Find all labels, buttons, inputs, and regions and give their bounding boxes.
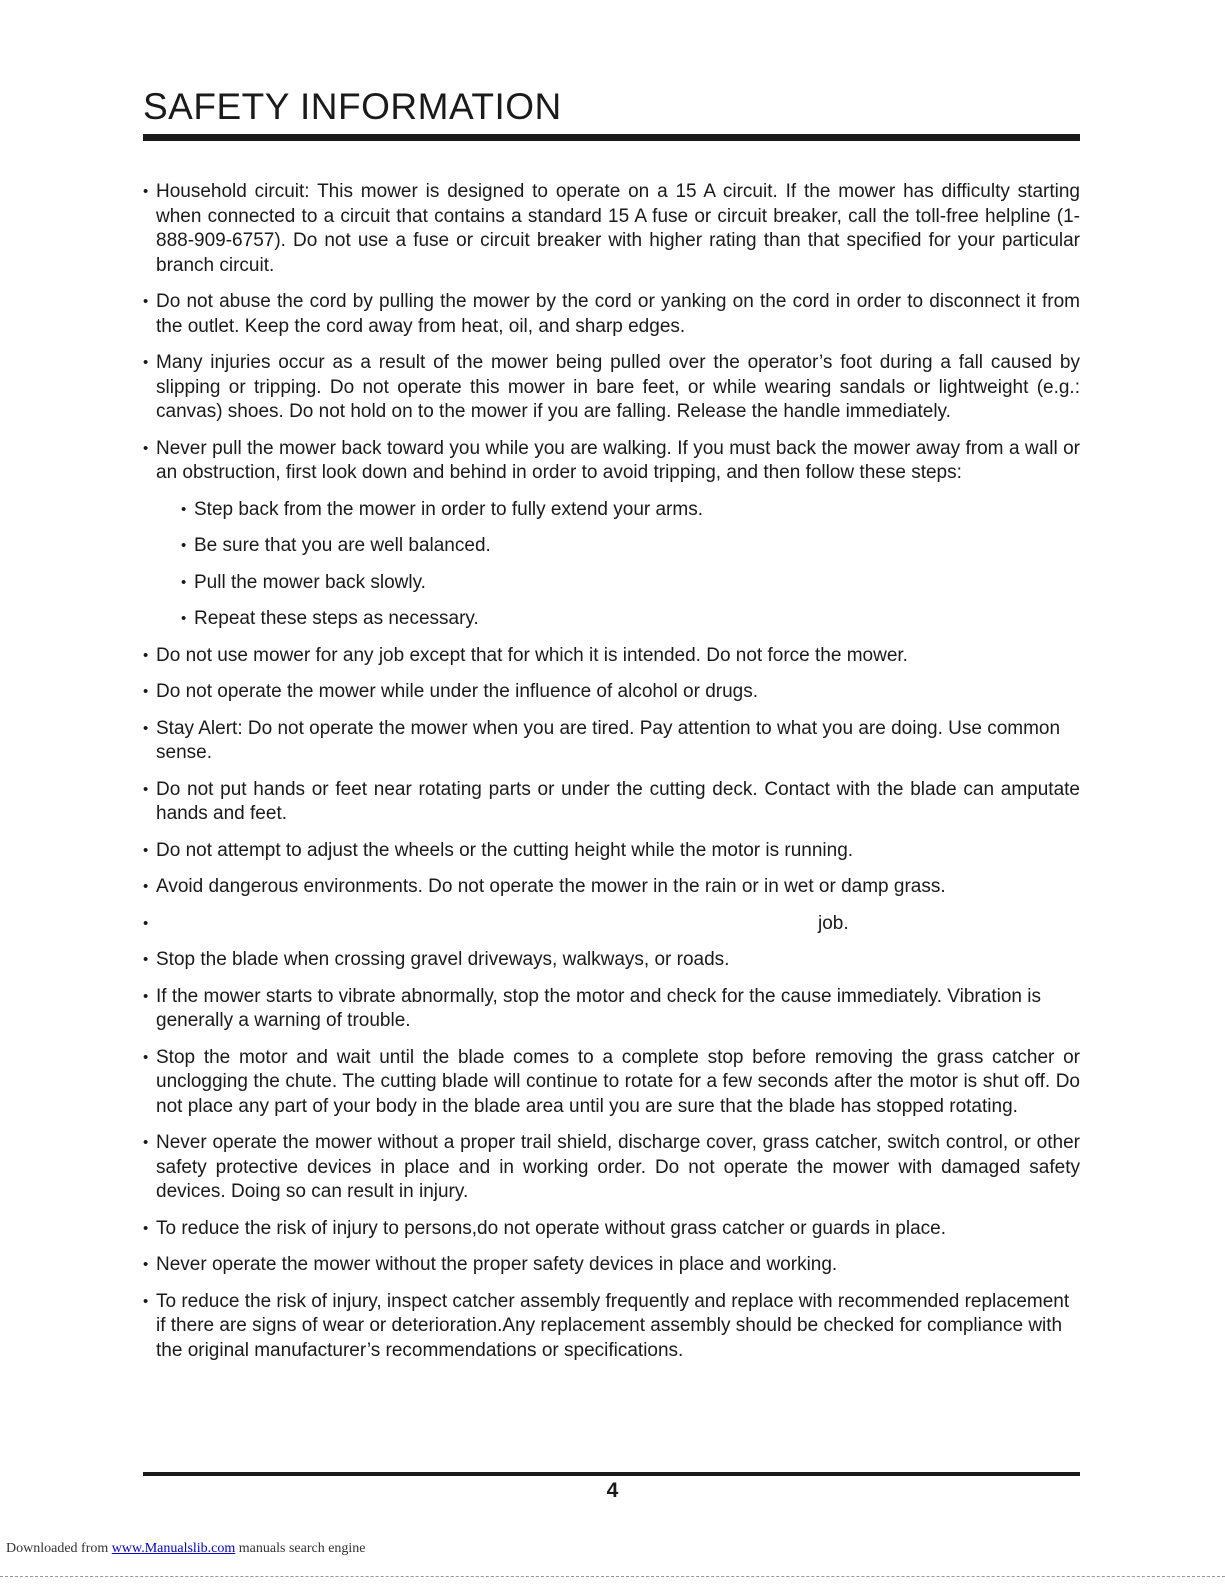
manualslib-link[interactable]: www.Manualslib.com [111, 1541, 236, 1556]
list-item: • Avoid dangerous environments. Do not operate the mower in the rain or in wet or damp grass. [143, 875, 1080, 900]
list-item: • Household circuit: This mower is designed to operate on a 15 A circuit. If the mower has difficulty starting when connected to a circuit that contains a standard 15 A fuse or circuit breaker, call the toll-free helpline (1-888-909-6757). Do not use a fuse or circuit breaker with higher rating than that specified for your particular branch circuit. [143, 180, 1080, 278]
list-item: • Do not abuse the cord by pulling the mower by the cord or yanking on the cord in order to disconnect it from the outlet. Keep the cord away from heat, oil, and sharp edges. [143, 290, 1080, 339]
sub-list-item: • Be sure that you are well balanced. [143, 534, 1080, 559]
list-item: • To reduce the risk of injury, inspect catcher assembly frequently and replace with recommended replacement if there are signs of wear or deterioration.Any replacement assembly should be checked for compliance with the original manufacturer’s recommendations or specifications. [143, 1290, 1080, 1364]
page-number: 4 [606, 1479, 619, 1502]
list-item: • Do not put hands or feet near rotating parts or under the cutting deck. Contact with the blade can amputate hands and feet. [143, 778, 1080, 827]
footer-prefix: Downloaded from [6, 1541, 109, 1556]
list-item: • Never operate the mower without the proper safety devices in place and working. [143, 1253, 1080, 1278]
title-divider [143, 134, 1080, 141]
list-item: • If the mower starts to vibrate abnormally, stop the motor and check for the cause immediately. Vibration is generally a warning of trouble. [143, 985, 1080, 1034]
list-item: • Never operate the mower without a proper trail shield, discharge cover, grass catcher, switch control, or other safety protective devices in place and in working order. Do not operate the mower with damaged safety devices. Doing so can result in injury. [143, 1131, 1080, 1205]
list-item: • Stop the motor and wait until the blade comes to a complete stop before removing the grass catcher or unclogging the chute. The cutting blade will continue to rotate for a few seconds after the motor is shut off. Do not place any part of your body in the blade area until you are sure that the blade has stopped rotating. [143, 1046, 1080, 1120]
partial-item-text: • job. [818, 912, 849, 934]
page-title: SAFETY INFORMATION [143, 86, 562, 127]
list-item: • Stay Alert: Do not operate the mower when you are tired. Pay attention to what you are doing. Use common sense. [143, 717, 1080, 766]
list-item: • Many injuries occur as a result of the mower being pulled over the operator’s foot during a fall caused by slipping or tripping. Do not operate this mower in bare feet, or while wearing sandals or lightweight (e.g.: canvas) shoes. Do not hold on to the mower if you are falling. Release the handle immediately. [143, 351, 1080, 425]
list-item: • Never pull the mower back toward you while you are walking. If you must back the mower away from a wall or an obstruction, first look down and behind in order to avoid tripping, and then follow these steps: [143, 437, 1080, 486]
partial-list-item [143, 912, 1080, 937]
safety-list [143, 180, 1080, 1375]
download-footer [6, 1541, 366, 1557]
footer-divider [143, 1472, 1080, 1476]
sub-list-item: • Pull the mower back slowly. [143, 571, 1080, 596]
footer-dotted-line [0, 1576, 1225, 1577]
footer-suffix: manuals search engine [238, 1541, 366, 1556]
list-item: • Do not attempt to adjust the wheels or the cutting height while the motor is running. [143, 839, 1080, 864]
list-item: • Do not operate the mower while under the influence of alcohol or drugs. [143, 680, 1080, 705]
sub-list-item: • Step back from the mower in order to fully extend your arms. [143, 498, 1080, 523]
sub-list-item: • Repeat these steps as necessary. [143, 607, 1080, 632]
list-item: • Stop the blade when crossing gravel driveways, walkways, or roads. [143, 948, 1080, 973]
list-item: • To reduce the risk of injury to persons,do not operate without grass catcher or guards in place. [143, 1217, 1080, 1242]
list-item: • Do not use mower for any job except that for which it is intended. Do not force the mower. [143, 644, 1080, 669]
